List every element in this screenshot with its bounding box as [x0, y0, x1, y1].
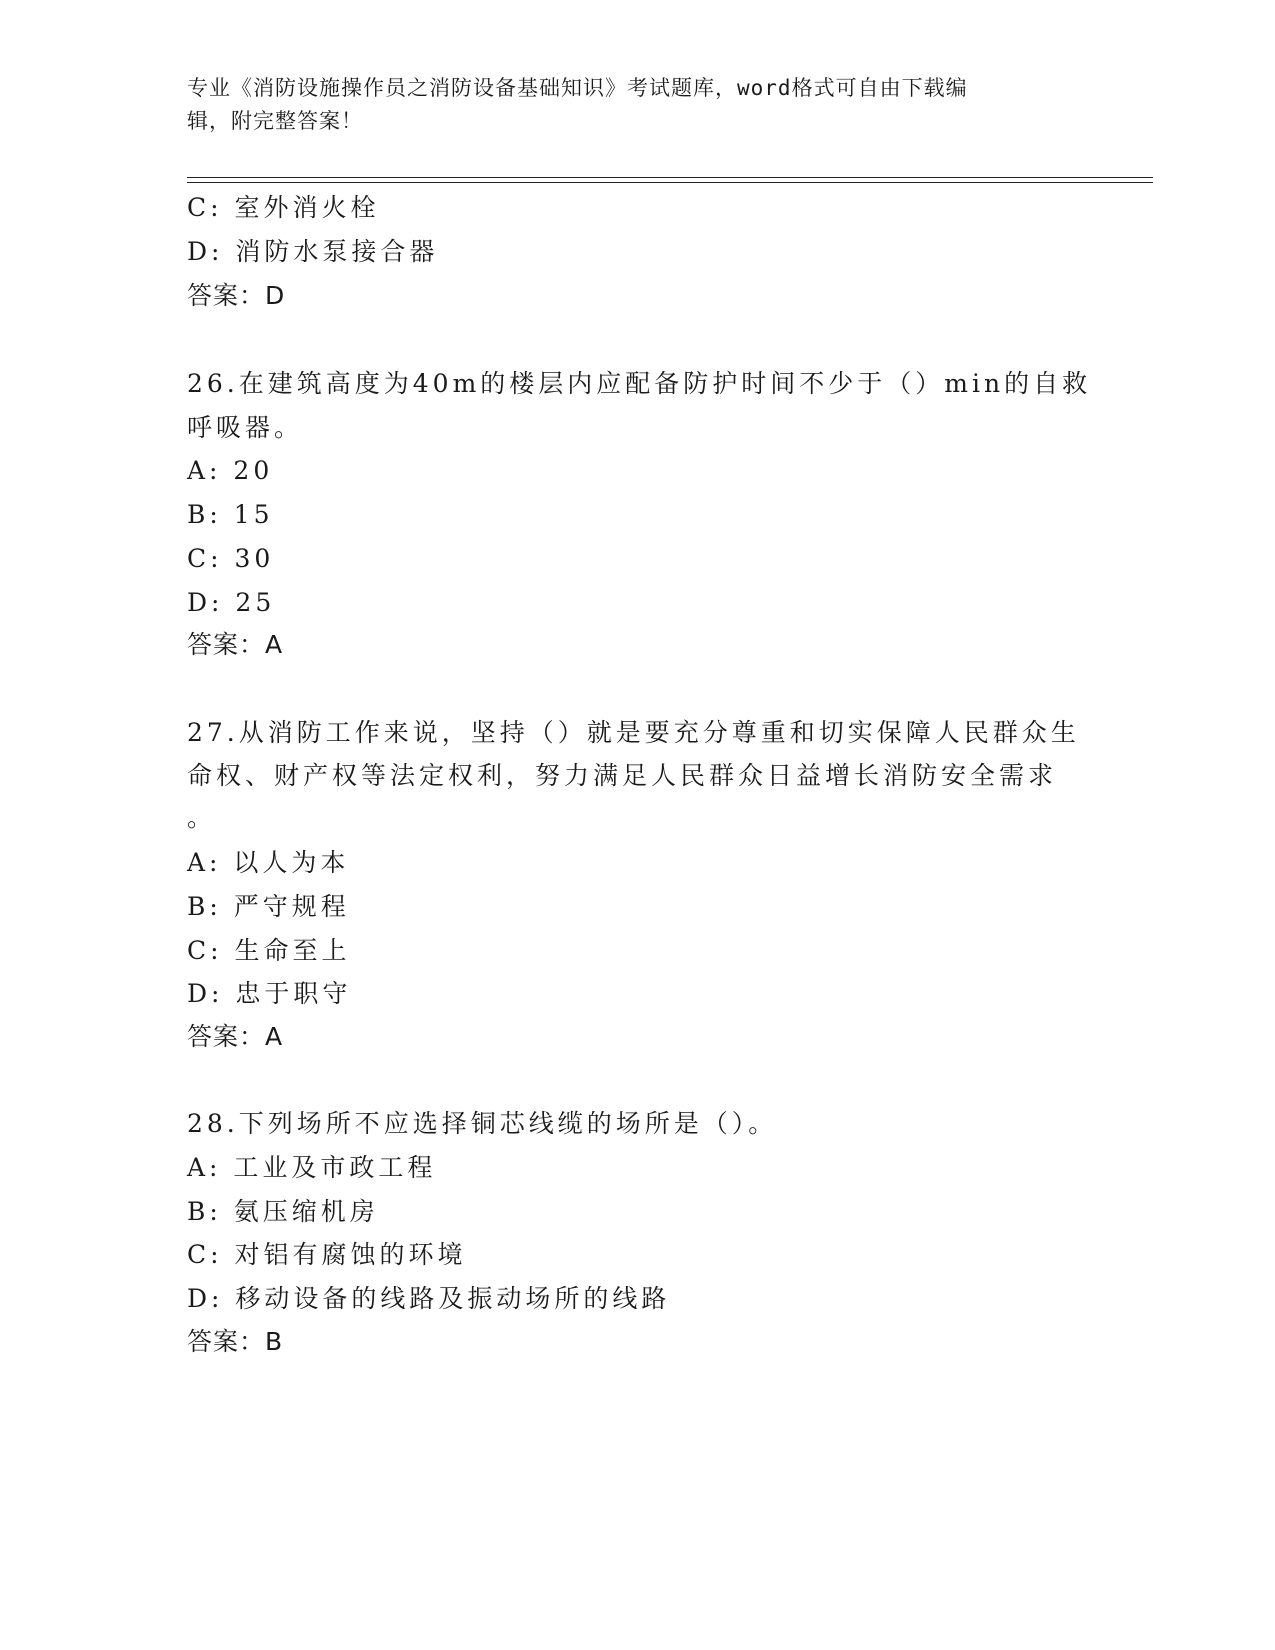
header-line-1: 专业《消防设施操作员之消防设备基础知识》考试题库，word格式可自由下载编 [187, 76, 968, 100]
question-28-line-1: 28.下列场所不应选择铜芯线缆的场所是（）。 [187, 1109, 778, 1138]
question-26-line-1: 26.在建筑高度为40m的楼层内应配备防护时间不少于（）min的自救 [187, 369, 1092, 398]
option-a: A: 20 [187, 456, 274, 485]
header-line-2: 辑，附完整答案！ [187, 109, 363, 133]
header-divider-bottom [187, 182, 1153, 183]
option-a: A: 以人为本 [187, 848, 350, 877]
question-26-line-2: 呼吸器。 [187, 413, 304, 442]
question-27-line-3: 。 [187, 803, 217, 832]
option-d: D: 忠于职守 [187, 979, 352, 1008]
option-d: D: 移动设备的线路及振动场所的线路 [187, 1284, 671, 1313]
answer-label: 答案：B [187, 1327, 284, 1356]
option-c: C: 30 [187, 544, 275, 573]
answer-label: 答案：A [187, 1022, 284, 1051]
question-27-line-1: 27.从消防工作来说，坚持（）就是要充分尊重和切实保障人民群众生 [187, 718, 1080, 747]
question-27-line-2: 命权、财产权等法定权利，努力满足人民群众日益增长消防安全需求 [187, 761, 1058, 790]
option-d: D: 消防水泵接合器 [187, 237, 439, 266]
option-a: A: 工业及市政工程 [187, 1153, 437, 1182]
option-b: B: 15 [187, 500, 274, 529]
option-b: B: 氨压缩机房 [187, 1197, 379, 1226]
document-header [187, 72, 1067, 138]
answer-label: 答案：A [187, 630, 284, 659]
option-b: B: 严守规程 [187, 892, 350, 921]
option-c: C: 对铝有腐蚀的环境 [187, 1240, 467, 1269]
option-c: C: 室外消火栓 [187, 193, 380, 222]
header-divider-top [187, 177, 1153, 178]
option-c: C: 生命至上 [187, 936, 351, 965]
answer-label: 答案：D [187, 281, 286, 310]
option-d: D: 25 [187, 588, 276, 617]
